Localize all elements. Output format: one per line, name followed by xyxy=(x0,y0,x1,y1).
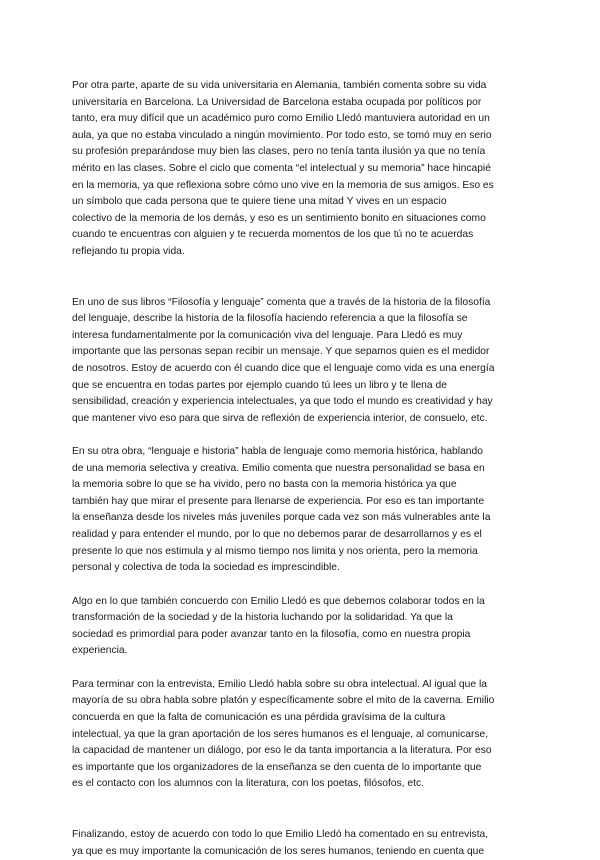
text-line: la capacidad de mantener un diálogo, por eso le da tanta importancia a la literatura. Por eso xyxy=(72,745,492,757)
text-line: ya que es muy importante la comunicación de los seres humanos, teniendo en cuenta que xyxy=(72,845,485,857)
text-line: Finalizando, estoy de acuerdo con todo lo que Emilio Lledó ha comentado en su entrevista, xyxy=(72,828,489,840)
paragraph-obra-intelectual xyxy=(72,677,532,793)
text-line: sociedad es primordial para poder avanzar tanto en la filosofía, como en nuestra propia xyxy=(72,628,471,640)
text-line: que mantener vivo eso para que sirva de reflexión de experiencia interior, de consuelo, etc. xyxy=(72,412,488,424)
text-line: mayoría de su obra habla sobre platón y específicamente sobre el mito de la caverna. Emilio xyxy=(72,695,495,707)
text-line: En uno de sus libros “Filosofía y lenguaje” comenta que a través de la historia de la filosofía xyxy=(72,296,491,308)
text-line: es importante que los organizadores de la enseñanza se den cuenta de lo importante que xyxy=(72,761,482,773)
text-line: también hay que mirar el presente para llenarse de experiencia. Por eso es tan importante xyxy=(72,495,485,507)
text-line: intelectual, ya que la gran aportación de los seres humanos es el lenguaje, al comunicarse, xyxy=(72,728,489,740)
text-line: es el contacto con los alumnos con la literatura, con los poetas, filósofos, etc. xyxy=(72,778,424,790)
text-line: concuerda en que la falta de comunicación es una pérdida gravísima de la cultura xyxy=(72,711,446,723)
text-line: sensibilidad, creación y experiencia intelectuales, ya que todo el mundo es creatividad y hay xyxy=(72,396,493,408)
document-page xyxy=(72,78,532,860)
text-line: que se encuentra en todas partes por ejemplo cuando tú lees un libro y te llena de xyxy=(72,379,447,391)
text-line: aula, ya que no estaba vinculado a ningún movimiento. Por todo esto, se tomó muy en serio xyxy=(72,129,492,141)
text-line: En su otra obra, “lenguaje e historia” habla de lenguaje como memoria histórica, hablando xyxy=(72,446,483,458)
text-line: universitaria en Barcelona. La Universidad de Barcelona estaba ocupada por políticos por xyxy=(72,96,482,108)
paragraph-finalizando xyxy=(72,827,532,860)
text-line: tanto, era muy difícil que un académico puro como Emilio Lledó mantuviera autoridad en un xyxy=(72,113,490,125)
paragraph-filosofia-y-lenguaje xyxy=(72,295,532,428)
text-line: experiencia. xyxy=(72,645,128,657)
text-line: de una memoria selectiva y creativa. Emilio comenta que nuestra personalidad se basa en xyxy=(72,462,485,474)
text-line: Para terminar con la entrevista, Emilio Lledó habla sobre su obra intelectual. Al igual que la xyxy=(72,678,487,690)
text-line: cuando te encuentras con alguien y te recuerda momentos de los que tú no te acuerdas xyxy=(72,229,474,241)
text-line: colectivo de la memoria de los demás, y eso es un sentimiento bonito en situaciones como xyxy=(72,212,486,224)
text-line: mérito en las clases. Sobre el ciclo que comenta “el intelectual y su memoria” hace hincapié xyxy=(72,162,491,174)
text-line: en la memoria, ya que reflexiona sobre cómo uno vive en la memoria de sus amigos. Eso es xyxy=(72,179,494,191)
text-line: Algo en lo que también concuerdo con Emilio Lledó es que debemos colaborar todos en la xyxy=(72,595,485,607)
text-line: del lenguaje, describe la historia de la filosofía haciendo referencia a que la filosofía se xyxy=(72,313,468,325)
text-line: transformación de la sociedad y de la historia luchando por la solidaridad. Ya que la xyxy=(72,612,453,624)
text-line: presente lo que nos estimula y al mismo tiempo nos limita y nos orienta, pero la memoria xyxy=(72,545,478,557)
paragraph-vida-universitaria xyxy=(72,78,532,261)
text-line: un símbolo que cada persona que te quiere tiene una mitad Y vives en un espacio xyxy=(72,196,447,208)
text-line: importante que las personas sepan recibir un mensaje. Y que sepamos quien es el medidor xyxy=(72,346,490,358)
text-line: la enseñanza desde los niveles más juveniles porque cada vez son más vulnerables ante la xyxy=(72,512,491,524)
text-line: personal y colectiva de toda la sociedad es imprescindible. xyxy=(72,562,340,574)
text-line: Por otra parte, aparte de su vida universitaria en Alemania, también comenta sobre su vida xyxy=(72,80,487,91)
text-line: su profesión preparándose muy bien las clases, pero no tenía tanta ilusión ya que no tenía xyxy=(72,146,486,158)
text-line: realidad y para entender el mundo, por lo que no debemos parar de desarrollarnos y es el xyxy=(72,529,482,541)
paragraph-lenguaje-e-historia xyxy=(72,444,532,577)
text-line: la memoria sobre lo que se ha vivido, pero no basta con la memoria histórica ya que xyxy=(72,479,457,491)
text-line: reflejando tu propia vida. xyxy=(72,245,185,257)
text-line: interesa fundamentalmente por la comunicación viva del lenguaje. Para Lledó es muy xyxy=(72,329,463,341)
paragraph-transformacion-sociedad xyxy=(72,594,532,660)
text-line: de nosotros. Estoy de acuerdo con él cuando dice que el lenguaje como vida es una energía xyxy=(72,362,495,374)
